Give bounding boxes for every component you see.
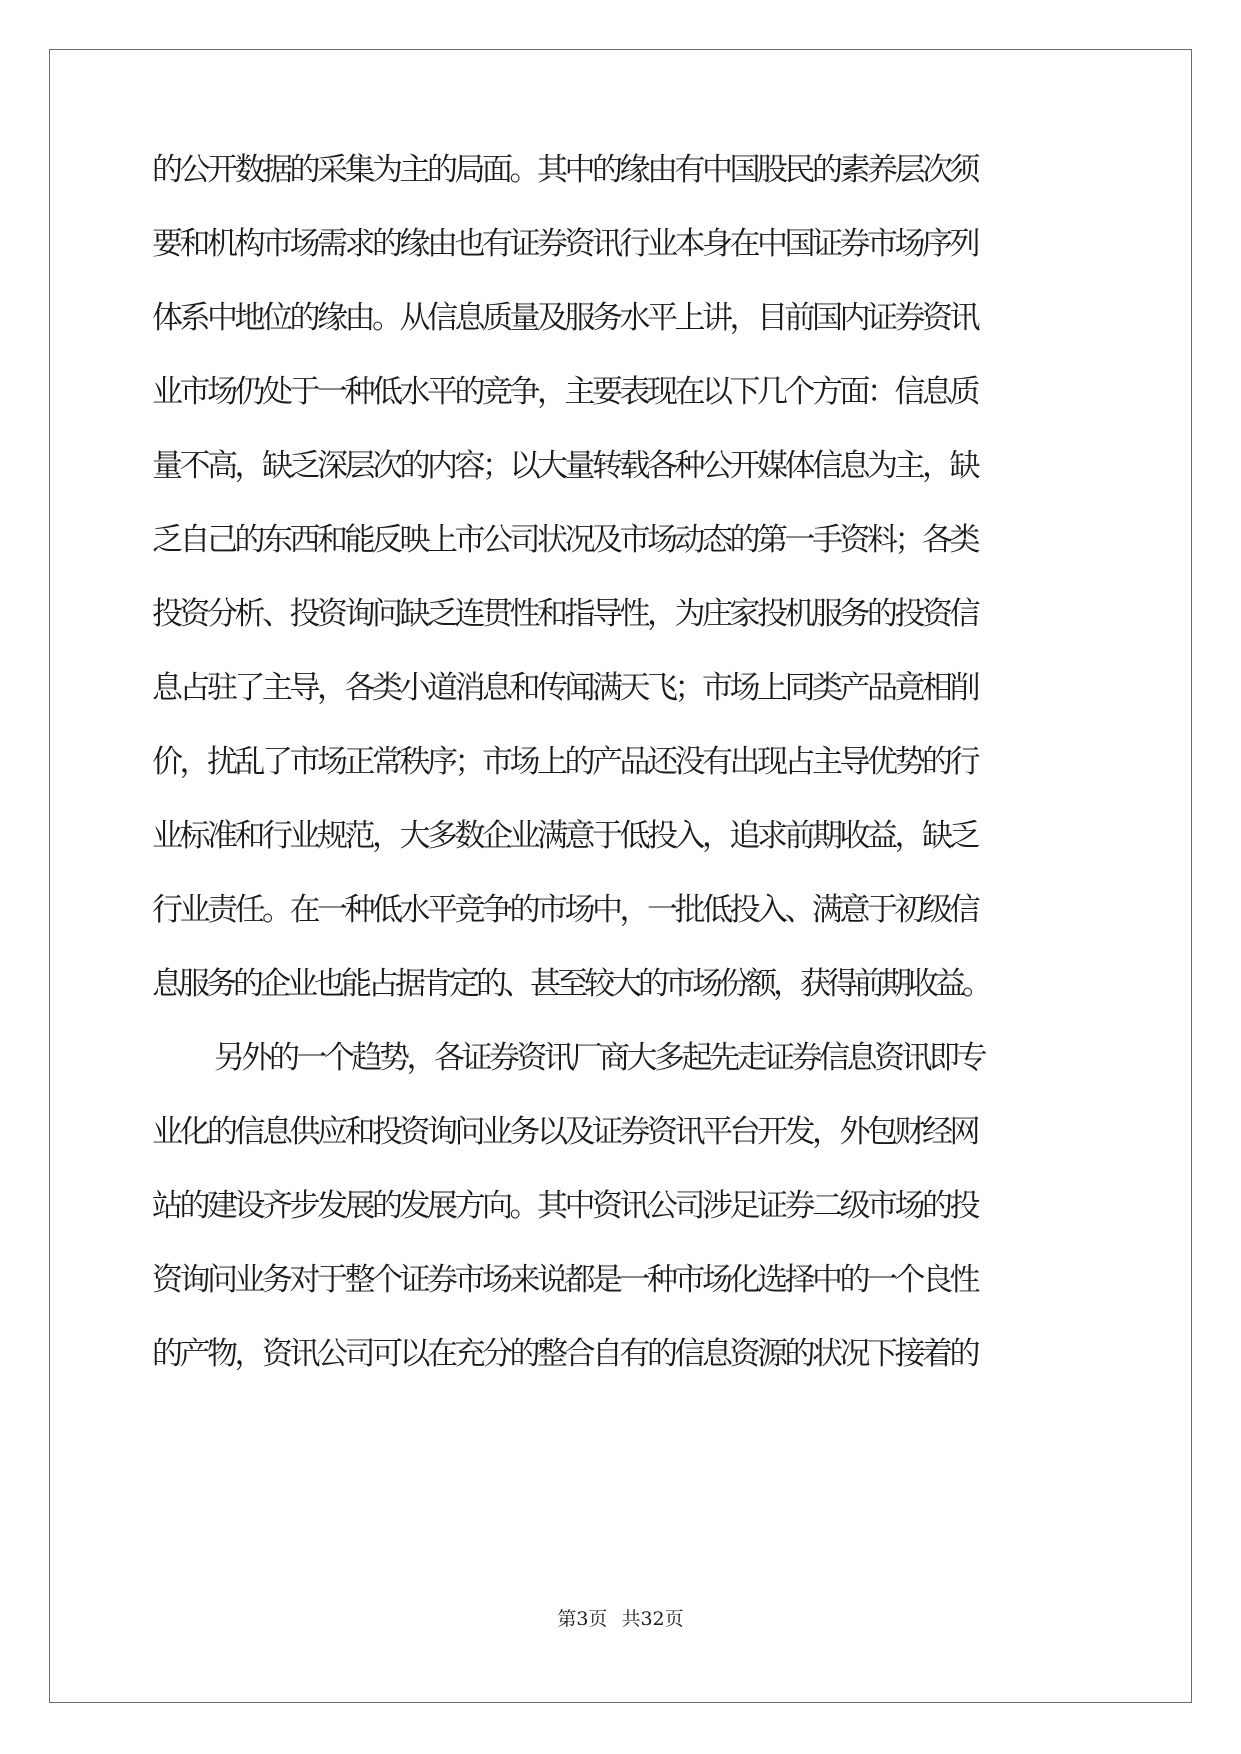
text-line: 息占驻了主导，各类小道消息和传闻满天飞；市场上同类产品竟相削 (152, 670, 977, 706)
text-line: 乏自己的东西和能反映上市公司状况及市场动态的第一手资料；各类 (152, 522, 977, 558)
page-total: 共32页 (621, 1608, 684, 1630)
text-line: 息服务的企业也能占据肯定的、甚至较大的市场份额，获得前期收益。 (152, 966, 989, 1002)
text-line: 业化的信息供应和投资询问业务以及证券资讯平台开发，外包财经网 (152, 1114, 977, 1150)
text-line: 另外的一个趋势，各证券资讯厂商大多起先走证券信息资讯即专 (214, 1040, 984, 1076)
text-line: 站的建设齐步发展的发展方向。其中资讯公司涉足证券二级市场的投 (152, 1188, 977, 1224)
text-line: 业市场仍处于一种低水平的竞争，主要表现在以下几个方面：信息质 (152, 374, 977, 410)
text-line: 业标准和行业规范，大多数企业满意于低投入，追求前期收益，缺乏 (152, 818, 977, 854)
text-line: 价，扰乱了市场正常秩序；市场上的产品还没有出现占主导优势的行 (152, 744, 977, 780)
text-line: 的产物，资讯公司可以在充分的整合自有的信息资源的状况下接着的 (152, 1336, 977, 1372)
page-footer (0, 1604, 1241, 1631)
page-number: 第3页 (557, 1608, 608, 1630)
text-line: 要和机构市场需求的缘由也有证券资讯行业本身在中国证券市场序列 (152, 226, 977, 262)
text-line: 行业责任。在一种低水平竞争的市场中，一批低投入、满意于初级信 (152, 892, 977, 928)
text-line: 投资分析、投资询问缺乏连贯性和指导性，为庄家投机服务的投资信 (152, 596, 977, 632)
text-line: 体系中地位的缘由。从信息质量及服务水平上讲，目前国内证券资讯 (152, 300, 977, 336)
text-line: 量不高，缺乏深层次的内容；以大量转载各种公开媒体信息为主，缺 (152, 448, 977, 484)
text-line: 的公开数据的采集为主的局面。其中的缘由有中国股民的素养层次须 (152, 152, 977, 188)
text-line: 资询问业务对于整个证券市场来说都是一种市场化选择中的一个良性 (152, 1262, 977, 1298)
